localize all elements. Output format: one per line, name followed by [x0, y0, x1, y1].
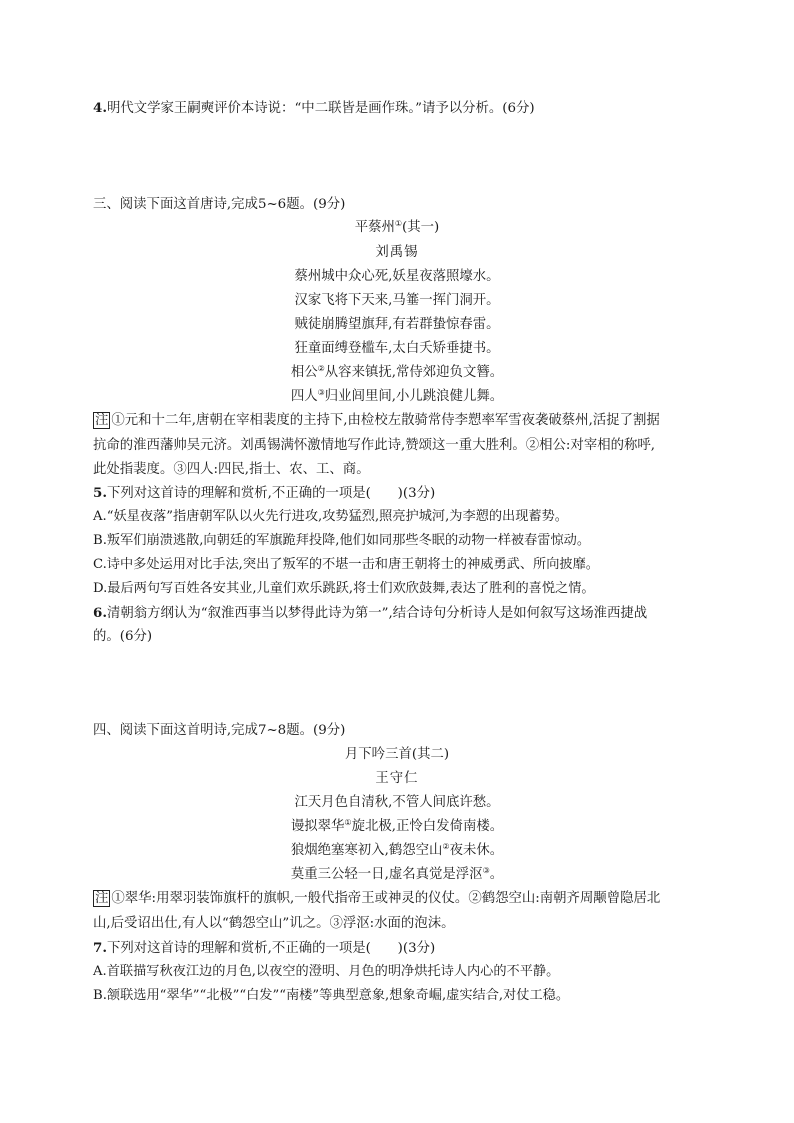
question-5 [93, 484, 435, 503]
poem-line [0, 818, 794, 836]
footnote-ref: ③ [482, 866, 490, 875]
question-text: 下列对这首诗的理解和赏析,不正确的一项是( )(3分) [106, 486, 436, 501]
question-number: 5. [93, 485, 107, 501]
note-text: ①翠华:用翠羽装饰旗杆的旗帜,一般代指帝王或神灵的仪仗。②鹤怨空山:南朝齐周颙曾隐居北 [111, 891, 661, 906]
poem-line: 贼徒崩腾望旗拜,有若群蛰惊春雷。 [294, 317, 500, 332]
note-line [93, 890, 660, 908]
poem-text: 狼烟绝塞寒初入,鹤怨空山 [290, 843, 443, 858]
note-line [93, 412, 660, 430]
footnote-ref: ① [394, 219, 403, 228]
note-mark: 注 [95, 413, 109, 428]
section-3-heading: 三、阅读下面这首唐诗,完成5~6题。(9分) [93, 197, 346, 212]
option-b: B.颔联选用“翠华”“北极”“白发”“南楼”等典型意象,想象奇崛,虚实结合,对仗工稳。 [93, 988, 570, 1003]
poem-title-suffix: (其一) [402, 220, 440, 235]
question-number: 4. [93, 100, 107, 116]
poem-text: 旋北极,正怜白发倚南楼。 [351, 819, 504, 834]
poem-line: 狂童面缚登槛车,太白夭矫垂捷书。 [294, 341, 500, 356]
poem-text: 谩拟翠华 [290, 819, 345, 834]
question-number: 7. [93, 940, 107, 956]
option-c: C.诗中多处运用对比手法,突出了叛军的不堪一击和唐王朝将士的神威勇武、所向披靡。 [93, 557, 599, 572]
poem-line: 江天月色自清秋,不管人间底许愁。 [294, 795, 500, 810]
poem-line [0, 388, 794, 406]
poem-text: 归业闾里间,小儿跳浪健儿舞。 [324, 389, 504, 404]
footnote-ref: ① [344, 818, 352, 827]
poem-title [0, 219, 794, 237]
poem-title-text: 平蔡州 [354, 220, 395, 235]
poem-line: 蔡州城中众心死,妖星夜落照壕水。 [294, 269, 500, 284]
poem-text: 莫重三公轻一日,虚名真觉是浮沤 [290, 867, 483, 882]
option-a: A.“妖星夜落”指唐朝军队以火先行进攻,攻势猛烈,照亮护城河,为李愬的出现蓄势。 [93, 509, 568, 524]
poem-text: 夜未休。 [449, 843, 504, 858]
poem-line: 汉家飞将下天来,马箠一挥门洞开。 [294, 293, 500, 308]
poem-title: 月下吟三首(其二) [344, 747, 450, 762]
poem-author: 刘禹锡 [375, 245, 419, 260]
option-d: D.最后两句写百姓各安其业,儿童们欢乐跳跃,将士们欢欣鼓舞,表达了胜利的喜悦之情。 [93, 581, 595, 596]
footnote-ref: ② [442, 842, 450, 851]
note-text: ①元和十二年,唐朝在宰相裴度的主持下,由检校左散骑常侍李愬率军雪夜袭破蔡州,活捉了割据 [111, 413, 660, 428]
poem-author: 王守仁 [375, 771, 419, 786]
section-4-heading: 四、阅读下面这首明诗,完成7~8题。(9分) [93, 723, 346, 738]
question-4 [93, 99, 535, 118]
question-number: 6. [93, 605, 107, 621]
note-line: 抗命的淮西藩帅吴元济。刘禹锡满怀激情地写作此诗,赞颂这一重大胜利。②相公:对宰相的称呼, [93, 438, 656, 453]
question-text: 下列对这首诗的理解和赏析,不正确的一项是( )(3分) [106, 941, 436, 956]
footnote-ref: ③ [317, 388, 325, 397]
poem-text: 相公 [290, 365, 318, 380]
question-6-cont: 的。(6分) [93, 629, 153, 644]
note-line: 此处指裴度。③四人:四民,指士、农、工、商。 [93, 462, 370, 477]
question-7 [93, 939, 435, 958]
note-mark: 注 [95, 891, 109, 906]
poem-line [0, 364, 794, 382]
footnote-ref: ② [317, 364, 325, 373]
question-text: 清朝翁方纲认为“叙淮西事当以梦得此诗为第一”,结合诗句分析诗人是如何叙写这场淮西捷战 [106, 606, 648, 621]
option-a: A.首联描写秋夜江边的月色,以夜空的澄明、月色的明净烘托诗人内心的不平静。 [93, 964, 560, 979]
note-line: 山,后受诏出仕,有人以“鹤怨空山”讥之。③浮沤:水面的泡沫。 [93, 916, 455, 931]
poem-line [0, 866, 794, 884]
poem-text: 从容来镇抚,常侍郊迎负文簪。 [324, 365, 504, 380]
poem-text: 四人 [290, 389, 318, 404]
option-b: B.叛军们崩溃逃散,向朝廷的军旗跪拜投降,他们如同那些冬眠的动物一样被春雷惊动。 [93, 533, 591, 548]
question-6 [93, 604, 647, 623]
poem-line [0, 842, 794, 860]
question-text: 明代文学家王嗣奭评价本诗说：“中二联皆是画作珠。”请予以分析。(6分) [106, 101, 535, 116]
poem-text: 。 [489, 867, 504, 882]
